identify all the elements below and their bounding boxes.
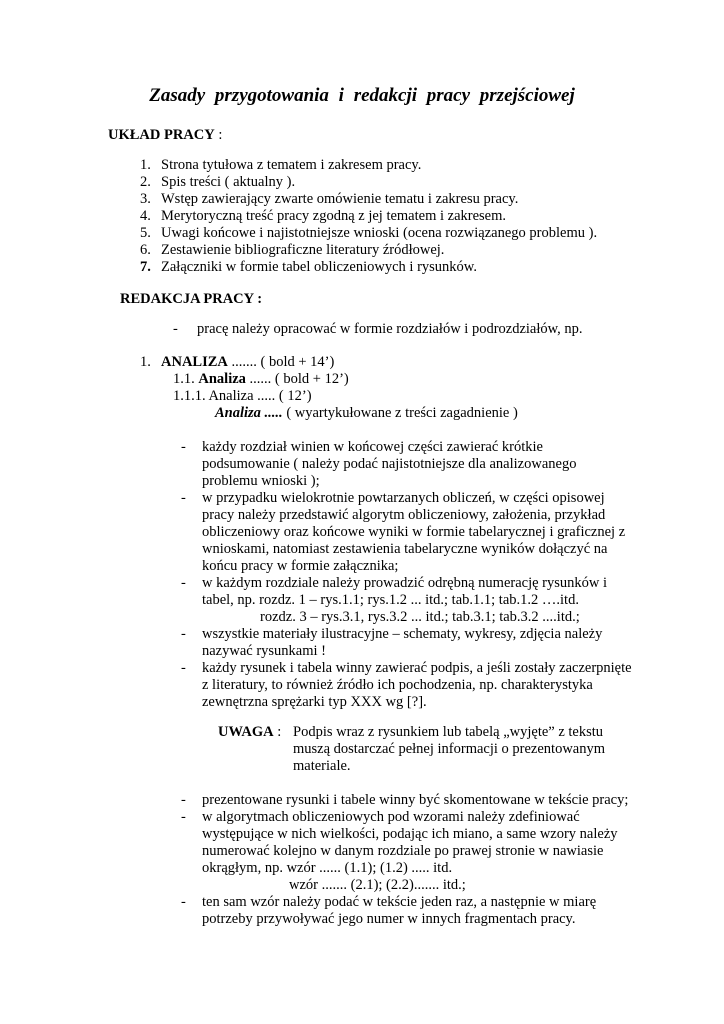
bullet-list-2 [181,792,651,928]
list-item: - wszystkie materiały ilustracyjne – schematy, wykresy, zdjęcia należy nazywać rysunkami ! [181,626,603,659]
uklad-list [140,157,597,276]
document-title: Zasady przygotowania i redakcji pracy przejściowej [149,85,575,106]
list-item: - każdy rysunek i tabela winny zawierać podpis, a jeśli zostały zaczerpnięte z literatury, to również źródło ich pochodzenia, np. charakterystyka zewnętrzna sprężarki typ XXX wg [?]. [181,660,632,710]
list-item: 5. Uwagi końcowe i najistotniejsze wnioski (ocena rozwiązanego problemu ). [140,225,598,241]
redakcja-intro: - pracę należy opracować w formie rozdziałów i podrozdziałów, np. [173,321,583,337]
list-item: - w przypadku wielokrotnie powtarzanych obliczeń, w części opisowej pracy należy przedstawić algorytm obliczeniowy, założenia, przykład obliczeniowy oraz końcowe wyniki w formie tabelarycznej i graficznej z wnioskami, natomiast zestawienia tabelaryczne wyników dołączyć na końcu pracy w formie załącznika; [181,490,626,574]
list-item: - prezentowane rysunki i tabele winny być skomentowane w tekście pracy; [181,792,629,808]
list-item: - w algorytmach obliczeniowych pod wzorami należy zdefiniować występujące w nich wielkości, podając ich miano, a same wzory należy numerować kolejno w danym rozdziale po prawej stronie w nawiasie okrągłym, np. wzór ...... (1.1); (1.2) ..... itd. wzór ....... (2.1); (2.2)....... itd.; [181,809,618,893]
list-item: 6. Zestawienie bibliograficzne literatury źródłowej. [140,242,445,258]
list-item: 2. Spis treści ( aktualny ). [140,174,296,190]
bullet-list-1 [181,439,641,711]
list-item: - ten sam wzór należy podać w tekście jeden raz, a następnie w miarę potrzeby przywoływać jego numer w innych fragmentach pracy. [181,894,597,927]
example-level-2: 1.1. Analiza ...... ( bold + 12’) [173,371,349,387]
uklad-heading-colon: : [214,127,223,143]
list-item: - w każdym rozdziale należy prowadzić odrębną numerację rysunków i tabel, np. rozdz. 1 – rys.1.1; rys.1.2 ... itd.; tab.1.1; tab.1.2 ….itd. rozdz. 3 – rys.3.1, rys.3.2 ... itd.; tab.3.1; tab.3.2 ....itd.; [181,575,608,625]
list-item: - każdy rozdział winien w końcowej części zawierać krótkie podsumowanie ( należy podać najistotniejsze dla analizowanego problemu wnioski ); [181,439,577,489]
list-item: 7. Załączniki w formie tabel obliczeniowych i rysunków. [140,259,477,275]
list-item: 1. Strona tytułowa z tematem i zakresem pracy. [140,157,422,173]
uwaga-text: Podpis wraz z rysunkiem lub tabelą „wyjęte” z tekstu muszą dostarczać pełnej informacji o prezentowanym materiale. [293,724,606,774]
uwaga-label: UWAGA [218,724,274,740]
example-level-4: Analiza ..... ( wyartykułowane z treści zagadnienie ) [215,405,518,421]
example-level-3: 1.1.1. Analiza ..... ( 12’) [173,388,312,404]
heading-example [140,354,518,422]
list-item: 4. Merytoryczną treść pracy zgodną z jej tematem i zakresem. [140,208,507,224]
redakcja-heading: REDAKCJA PRACY : [120,291,263,307]
uklad-heading-text: UKŁAD PRACY [108,127,215,143]
uklad-heading [108,127,222,144]
example-level-1: 1. ANALIZA ....... ( bold + 14’) [140,354,335,370]
list-item: 3. Wstęp zawierający zwarte omówienie tematu i zakresu pracy. [140,191,519,207]
